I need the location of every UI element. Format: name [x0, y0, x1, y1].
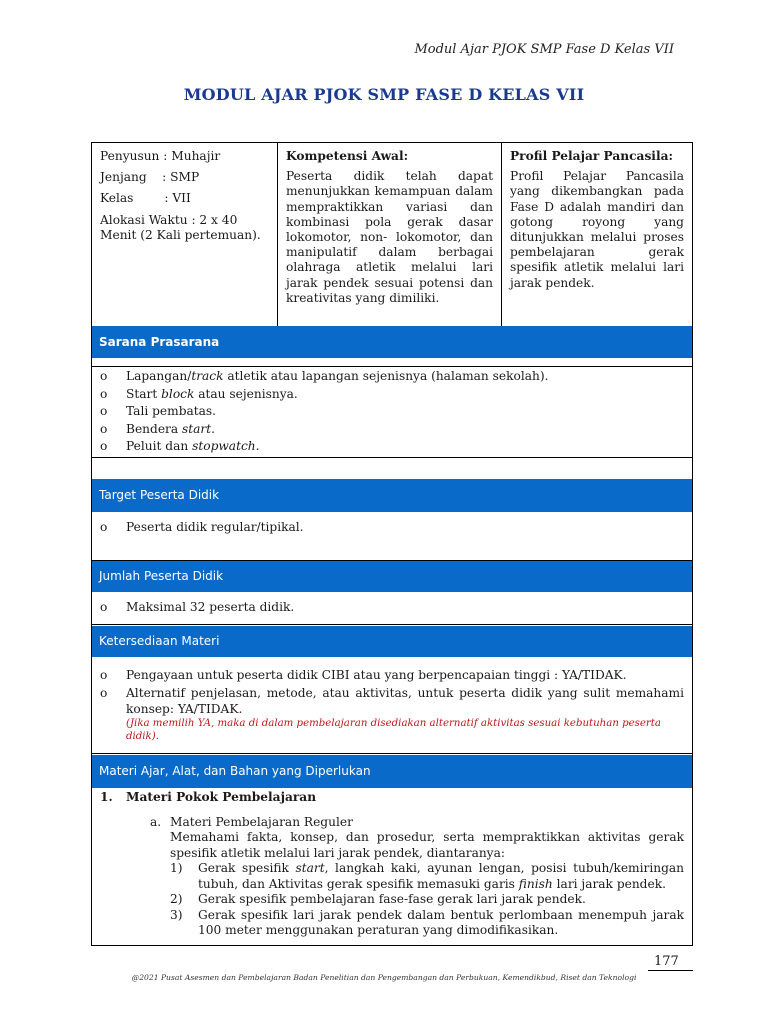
sub-label: a. [150, 814, 162, 829]
module-table [91, 142, 693, 946]
section-bar-sarana: Sarana Prasarana [92, 326, 692, 358]
profile-heading: Profil Pelajar Pancasila: [510, 149, 673, 163]
section-bar-materi: Materi Ajar, Alat, dan Bahan yang Diperlukan [92, 755, 692, 788]
list-item: o Lapangan/track atletik atau lapangan sejenisnya (halaman sekolah). [92, 368, 692, 386]
document-title: MODUL AJAR PJOK SMP FASE D KELAS VII [183, 85, 585, 104]
list-item: 1) Gerak spesifik start, langkah kaki, ayunan lengan, posisi tubuh/kemiringan tubuh, dan Aktivitas gerak spesifik memasuki garis finish lari jarak pendek. [170, 861, 684, 891]
materi-section [92, 789, 692, 945]
target-section [92, 512, 692, 561]
materi-item-1 [92, 789, 692, 806]
page-number: 177 [654, 954, 679, 969]
list-item: o Maksimal 32 peserta didik. [92, 599, 692, 617]
list-item: o Pengayaan untuk peserta didik CIBI atau yang berpencapaian tinggi : YA/TIDAK. [92, 667, 692, 685]
item-number: 1. [100, 790, 113, 804]
ketersediaan-note: (Jika memilih YA, maka di dalam pembelajaran disediakan alternatif aktivitas sesuai kebutuhan peserta didik). [126, 717, 661, 742]
section-bar-target: Target Peserta Didik [92, 479, 692, 512]
profile-text: Profil Pelajar Pancasila yang dikembangkan pada Fase D adalah mandiri dan gotong royong yang ditunjukkan melalui proses pembelajaran gerak spesifik atletik melalui lari jarak pendek. [510, 169, 684, 290]
level: Jenjang : SMP [100, 170, 200, 185]
section-bar-jumlah: Jumlah Peserta Didik [92, 561, 692, 592]
sarana-box [92, 366, 692, 458]
identity-row [92, 143, 692, 326]
competency-text: Peserta didik telah dapat menunjukkan kemampuan dalam mempraktikkan variasi dan kombinasi pola gerak dasar lokomotor, non- lokomotor, dan manipulatif dalam berbagai olahraga atletik melalui lari jarak pendek sesuai potensi dan kreativitas yang dimiliki. [286, 169, 493, 305]
jumlah-section [92, 592, 692, 625]
competency-cell [278, 143, 502, 326]
materi-subheading: Materi Pokok Pembelajaran [126, 790, 317, 804]
page-number-rule [648, 970, 693, 971]
sub-title: Materi Pembelajaran Reguler [170, 814, 353, 829]
list-item: o Start block atau sejenisnya. [92, 386, 692, 404]
sarana-section [92, 358, 692, 479]
profile-cell [502, 143, 692, 326]
list-item: 2) Gerak spesifik pembelajaran fase-fase gerak lari jarak pendek. [170, 892, 586, 906]
list-item: 3) Gerak spesifik lari jarak pendek dalam bentuk perlombaan menempuh jarak 100 meter menggunakan peraturan yang dimodifikasikan. [170, 907, 684, 937]
materi-sub-text: Memahami fakta, konsep, dan prosedur, serta mempraktikkan aktivitas gerak spesifik atletik melalui lari jarak pendek, diantaranya: [170, 830, 684, 860]
list-item: o Bendera start. [92, 421, 692, 439]
ketersediaan-section [92, 657, 692, 754]
list-item: o Alternatif penjelasan, metode, atau aktivitas, untuk peserta didik yang sulit memahami konsep: YA/TIDAK. [92, 685, 692, 717]
materi-numbered-list [92, 861, 692, 939]
sarana-list [92, 367, 692, 456]
list-item: o Peserta didik regular/tipikal. [92, 519, 692, 537]
list-item: o Tali pembatas. [92, 403, 692, 421]
author: Penyusun : Muhajir [100, 149, 221, 163]
running-header: Modul Ajar PJOK SMP Fase D Kelas VII [414, 42, 674, 57]
grade: Kelas : VII [100, 191, 191, 206]
section-bar-ketersediaan: Ketersediaan Materi [92, 626, 692, 657]
materi-sub-a [92, 815, 692, 831]
time-allocation: Alokasi Waktu : 2 x 40 Menit (2 Kali pertemuan). [100, 212, 261, 242]
identity-cell [92, 143, 278, 326]
competency-heading: Kompetensi Awal: [286, 149, 409, 163]
list-item: o Peluit dan stopwatch. [92, 438, 692, 456]
footer-copyright: @2021 Pusat Asesmen dan Pembelajaran Badan Penelitian dan Pengembangan dan Perbukuan, Kemendikbud, Riset dan Teknologi [131, 973, 637, 982]
